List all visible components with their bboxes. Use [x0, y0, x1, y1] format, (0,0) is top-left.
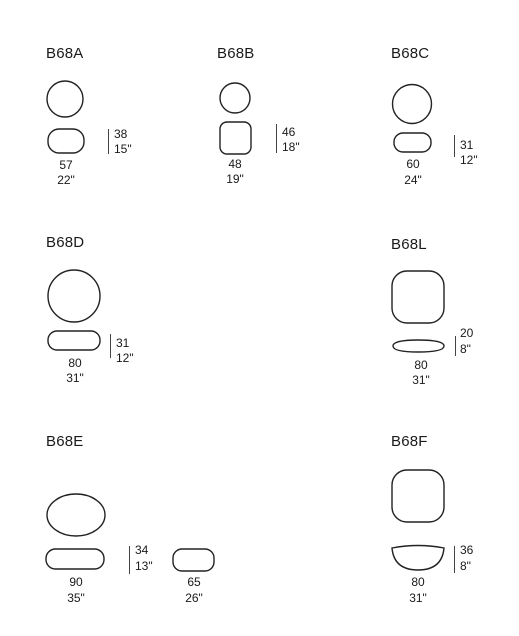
height-bar	[455, 336, 456, 356]
b68e-side-view-small	[173, 549, 214, 571]
b68c-side-view	[394, 133, 431, 152]
b68b-width-in: 19"	[226, 172, 244, 186]
b68l-top-view	[392, 271, 444, 323]
b68d-side-view	[48, 331, 100, 350]
height-bar	[454, 135, 455, 157]
b68c-width-cm: 60	[406, 157, 420, 171]
b68a-width-cm: 57	[59, 158, 73, 172]
b68l-title: B68L	[391, 236, 427, 253]
b68c-top-view	[393, 85, 432, 124]
b68c-width-in: 24"	[404, 173, 422, 187]
b68e-width2-in: 26"	[185, 591, 203, 605]
b68c-height-cm: 31	[460, 138, 474, 152]
b68b-title: B68B	[217, 45, 255, 62]
b68a-top-view	[47, 81, 83, 117]
b68c-title: B68C	[391, 45, 430, 62]
b68f-top-view	[392, 470, 444, 522]
b68l-width-cm: 80	[414, 358, 428, 372]
b68a-side-view	[48, 129, 84, 153]
b68e-width2-cm: 65	[187, 575, 201, 589]
b68e-top-view	[47, 494, 105, 536]
height-bar	[110, 334, 111, 358]
b68d-top-view	[48, 270, 100, 322]
b68d-title: B68D	[46, 234, 85, 251]
height-bar	[108, 129, 109, 154]
b68d-width-in: 31"	[66, 371, 84, 385]
b68b-height-in: 18"	[282, 140, 300, 154]
b68d-height-cm: 31	[116, 336, 130, 350]
b68f-width-cm: 80	[411, 575, 425, 589]
b68f-height-cm: 36	[460, 543, 474, 557]
b68f-width-in: 31"	[409, 591, 427, 605]
b68c-height-in: 12"	[460, 153, 478, 167]
height-bar	[276, 124, 277, 153]
b68a-height-in: 15"	[114, 142, 132, 156]
b68d-width-cm: 80	[68, 356, 82, 370]
b68e-width-in: 35"	[67, 591, 85, 605]
b68b-top-view	[220, 83, 250, 113]
b68f-title: B68F	[391, 433, 428, 450]
b68b-width-cm: 48	[228, 157, 242, 171]
b68l-height-in: 8"	[460, 342, 471, 356]
b68b-side-view	[220, 122, 251, 154]
b68e-height-cm: 34	[135, 543, 149, 557]
height-bar	[454, 546, 455, 573]
b68d-height-in: 12"	[116, 351, 134, 365]
b68e-title: B68E	[46, 433, 84, 450]
b68l-side-view	[393, 340, 444, 352]
b68a-height-cm: 38	[114, 127, 128, 141]
b68f-side-view	[392, 546, 444, 571]
b68e-height-in: 13"	[135, 559, 153, 573]
height-bar	[129, 546, 130, 574]
b68b-height-cm: 46	[282, 125, 296, 139]
b68e-width-cm: 90	[69, 575, 83, 589]
b68l-height-cm: 20	[460, 326, 474, 340]
b68a-title: B68A	[46, 45, 84, 62]
b68a-width-in: 22"	[57, 173, 75, 187]
b68e-side-view	[46, 549, 104, 569]
b68l-width-in: 31"	[412, 373, 430, 387]
b68f-height-in: 8"	[460, 559, 471, 573]
